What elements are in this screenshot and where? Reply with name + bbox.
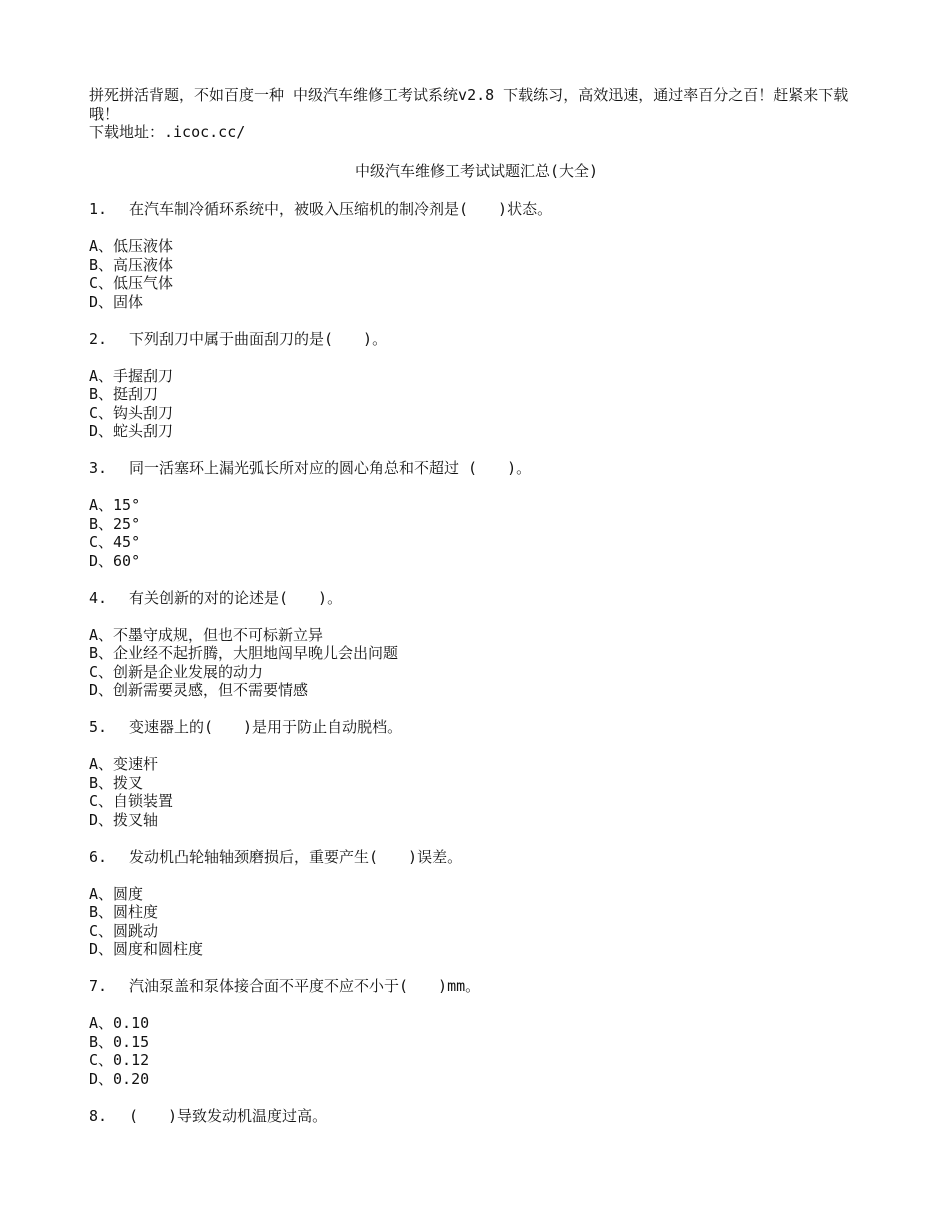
question-stem [89, 977, 864, 996]
question-number: 6. [89, 847, 108, 866]
document-page [89, 86, 864, 1144]
document-title: 中级汽车维修工考试试题汇总(大全) [354, 161, 599, 180]
question-text: 变速器上的( )是用于防止自动脱档。 [129, 718, 403, 736]
promo-text: 拼死拼活背题，不如百度一种 中级汽车维修工考试系统v2.8 下载练习，高效迅速，通过率百分之百！赶紧来下载哦！ [89, 86, 849, 123]
question-stem [89, 589, 864, 608]
option-a: A、不墨守成规，但也不可标新立异 [89, 625, 324, 644]
question-4 [89, 589, 864, 700]
question-text: ( )导致发动机温度过高。 [129, 1106, 328, 1125]
question-text: 同一活塞环上漏光弧长所对应的圆心角总和不超过 ( )。 [129, 459, 532, 477]
option-c: C、圆跳动 [89, 921, 159, 940]
question-stem [89, 200, 864, 219]
question-stem [89, 1107, 864, 1126]
question-6 [89, 848, 864, 959]
question-3 [89, 459, 864, 570]
question-number: 1. [89, 200, 108, 218]
option-a: A、0.10 [89, 1014, 150, 1032]
option-b: B、25° [89, 514, 141, 533]
download-address: 下载地址：.icoc.cc/ [89, 123, 246, 141]
option-d: D、0.20 [89, 1069, 150, 1088]
option-c: C、低压气体 [89, 274, 174, 292]
question-text: 有关创新的对的论述是( )。 [129, 588, 343, 607]
option-c: C、钩头刮刀 [89, 403, 174, 422]
question-number: 5. [89, 718, 108, 736]
question-number: 8. [89, 1106, 108, 1125]
question-number: 3. [89, 459, 108, 477]
question-7 [89, 977, 864, 1088]
question-number: 2. [89, 329, 108, 348]
question-stem [89, 330, 864, 349]
option-d: D、蛇头刮刀 [89, 422, 174, 440]
option-c: C、自锁装置 [89, 792, 174, 810]
option-b: B、0.15 [89, 1032, 150, 1051]
question-text: 下列刮刀中属于曲面刮刀的是( )。 [129, 329, 388, 348]
option-b: B、圆柱度 [89, 903, 159, 921]
option-c: C、0.12 [89, 1051, 150, 1069]
question-2 [89, 330, 864, 441]
option-d: D、60° [89, 551, 141, 570]
option-c: C、创新是企业发展的动力 [89, 662, 264, 681]
question-number: 4. [89, 588, 108, 607]
option-a: A、手握刮刀 [89, 366, 174, 385]
option-a: A、圆度 [89, 884, 144, 903]
question-number: 7. [89, 977, 108, 995]
option-a: A、15° [89, 496, 141, 514]
question-text: 在汽车制冷循环系统中，被吸入压缩机的制冷剂是( )状态。 [129, 200, 553, 218]
question-text: 汽油泵盖和泵体接合面不平度不应不小于( )mm。 [129, 977, 481, 995]
option-c: C、45° [89, 533, 141, 551]
question-stem [89, 848, 864, 867]
option-d: D、创新需要灵感，但不需要情感 [89, 681, 309, 699]
question-text: 发动机凸轮轴轴颈磨损后，重要产生( )误差。 [129, 847, 463, 866]
question-1 [89, 200, 864, 311]
question-8 [89, 1107, 864, 1126]
option-d: D、拨叉轴 [89, 810, 159, 829]
option-b: B、企业经不起折腾，大胆地闯早晚儿会出问题 [89, 644, 399, 662]
option-d: D、圆度和圆柱度 [89, 940, 204, 958]
option-b: B、拨叉 [89, 773, 144, 792]
option-a: A、低压液体 [89, 237, 174, 255]
option-a: A、变速杆 [89, 755, 159, 773]
question-list [89, 200, 864, 1125]
option-b: B、高压液体 [89, 255, 174, 274]
question-5 [89, 718, 864, 829]
option-b: B、挺刮刀 [89, 385, 159, 403]
question-stem [89, 718, 864, 737]
question-stem [89, 459, 864, 478]
option-d: D、固体 [89, 292, 144, 311]
